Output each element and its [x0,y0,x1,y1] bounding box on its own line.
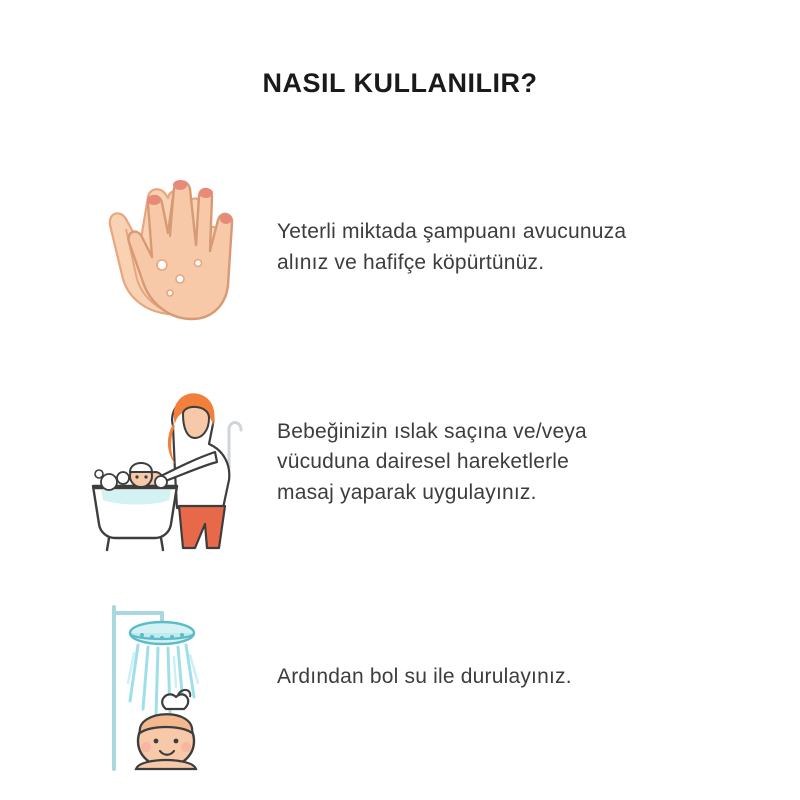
step-line: Bebeğinizin ıslak saçına ve/veya [277,419,587,443]
steps-list [0,140,800,785]
page-title: NASIL KULLANILIR? [262,68,538,98]
shower-head-rinsing-baby-icon [65,578,275,778]
washing-hands-lathering-icon [65,148,275,348]
step-description [277,217,626,278]
step-line: Ardından bol su ile durulayınız. [277,665,572,689]
list-item [0,355,800,570]
list-item [0,570,800,785]
step-description [277,417,587,508]
step-line: vücuduna dairesel hareketlerle [277,450,570,474]
step-description [277,662,572,692]
mother-bathing-baby-in-tub-icon [65,363,275,563]
step-line: Yeterli miktada şampuanı avucunuza [277,220,627,244]
step-line: alınız ve hafifçe köpürtünüz. [277,250,545,274]
step-line: masaj yaparak uygulayınız. [277,480,537,504]
list-item [0,140,800,355]
